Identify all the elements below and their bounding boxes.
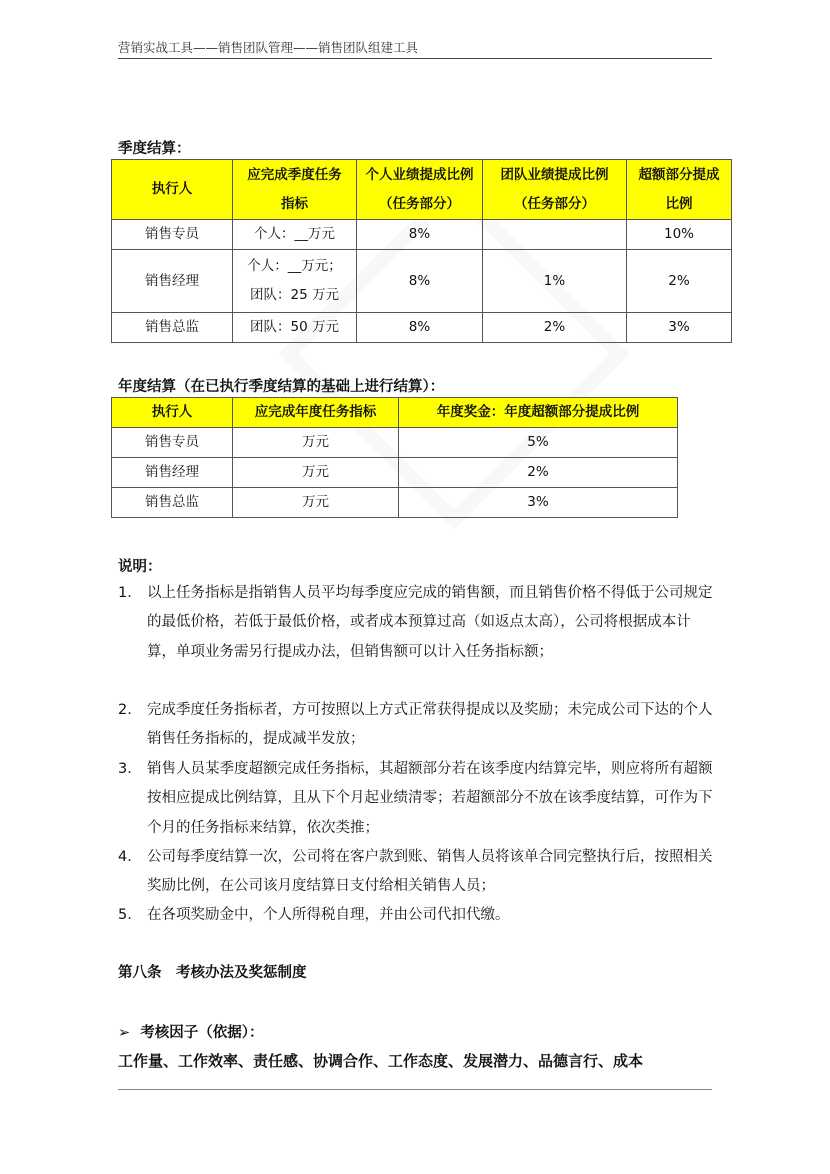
footer-rule: [118, 1089, 712, 1090]
subsection-title: 考核因子（依据）：: [140, 1025, 264, 1041]
table-row: [112, 313, 732, 343]
item-number: 2.: [118, 702, 132, 718]
cell: 销售经理: [112, 458, 233, 488]
item-number: 1.: [118, 585, 132, 601]
cell: 万元: [233, 428, 399, 458]
header-cell: 年度奖金：年度超额部分提成比例: [399, 398, 678, 428]
cell-line: 团队：25 万元: [250, 287, 339, 303]
header-cell: 团队业绩提成比例（任务部分）: [483, 160, 627, 220]
cell: 3%: [399, 488, 678, 518]
table-header-row: [112, 160, 732, 220]
header-cell: 应完成季度任务指标: [233, 160, 357, 220]
table-row: [112, 250, 732, 313]
item-text: 公司每季度结算一次，公司将在客户款到账、销售人员将该单合同完整执行后，按照相关奖励比例，在公司该月度结算日支付给相关销售人员；: [147, 849, 713, 895]
cell: 团队：50 万元: [233, 313, 357, 343]
cell: 销售总监: [112, 488, 233, 518]
cell: 1%: [483, 250, 627, 313]
list-item: [118, 579, 718, 667]
running-header: 营销实战工具——销售团队管理——销售团队组建工具: [118, 40, 419, 55]
cell: 10%: [627, 220, 732, 250]
cell: 万元: [233, 458, 399, 488]
cell: 2%: [627, 250, 732, 313]
item-text: 以上任务指标是指销售人员平均每季度应完成的销售额，而且销售价格不得低于公司规定的最低价格，若低于最低价格，或者成本预算过高（如返点太高），公司将根据成本计算，单项业务需另行提成办法，但销售额可以计入任务指标额；: [147, 585, 713, 660]
item-number: 3.: [118, 761, 132, 777]
quarterly-title: 季度结算：: [118, 141, 191, 157]
article-title: 第八条 考核办法及奖惩制度: [118, 965, 307, 981]
cell: 8%: [357, 220, 483, 250]
item-text: 完成季度任务指标者，方可按照以上方式正常获得提成以及奖励；未完成公司下达的个人销售任务指标的，提成减半发放；: [147, 702, 713, 748]
item-number: 4.: [118, 849, 132, 865]
cell: 5%: [399, 428, 678, 458]
cell: 万元: [233, 488, 399, 518]
item-text: 在各项奖励金中，个人所得税自理，并由公司代扣代缴。: [147, 907, 510, 923]
table-header-row: [112, 398, 678, 428]
header-cell: 个人业绩提成比例（任务部分）: [357, 160, 483, 220]
cell: 销售经理: [112, 250, 233, 313]
cell: 2%: [483, 313, 627, 343]
cell: [483, 220, 627, 250]
header-cell: 应完成年度任务指标: [233, 398, 399, 428]
factors-text: 工作量、工作效率、责任感、协调合作、工作态度、发展潜力、品德言行、成本: [118, 1052, 644, 1070]
item-text: 销售人员某季度超额完成任务指标，其超额部分若在该季度内结算完毕，则应将所有超额按相应提成比例结算，且从下个月起业绩清零；若超额部分不放在该季度结算，可作为下个月的任务指标来结算，依次类推；: [147, 761, 713, 836]
cell: 3%: [627, 313, 732, 343]
cell: 个人：__万元: [233, 220, 357, 250]
cell: 销售总监: [112, 313, 233, 343]
table-row: [112, 428, 678, 458]
cell: 销售专员: [112, 428, 233, 458]
cell: 8%: [357, 250, 483, 313]
list-item: [118, 843, 718, 902]
subsection: [118, 1021, 264, 1042]
table-row: [112, 488, 678, 518]
cell-line: 个人：__万元；: [247, 258, 342, 274]
cell: 2%: [399, 458, 678, 488]
list-item: [118, 696, 718, 755]
header-cell: 执行人: [112, 398, 233, 428]
table-row: [112, 220, 732, 250]
header-rule: [118, 58, 712, 59]
header-cell: 执行人: [112, 160, 233, 220]
arrow-bullet-icon: ➢: [118, 1025, 131, 1041]
quarterly-table: [111, 159, 732, 343]
cell: [233, 250, 357, 313]
cell: 销售专员: [112, 220, 233, 250]
item-number: 5.: [118, 907, 132, 923]
table-row: [112, 458, 678, 488]
cell: 8%: [357, 313, 483, 343]
header-cell: 超额部分提成比例: [627, 160, 732, 220]
list-item: [118, 901, 718, 930]
annual-table: [111, 397, 678, 518]
annual-title: 年度结算（在已执行季度结算的基础上进行结算）：: [118, 379, 445, 395]
notes-title: 说明：: [118, 559, 162, 575]
list-item: [118, 755, 718, 843]
